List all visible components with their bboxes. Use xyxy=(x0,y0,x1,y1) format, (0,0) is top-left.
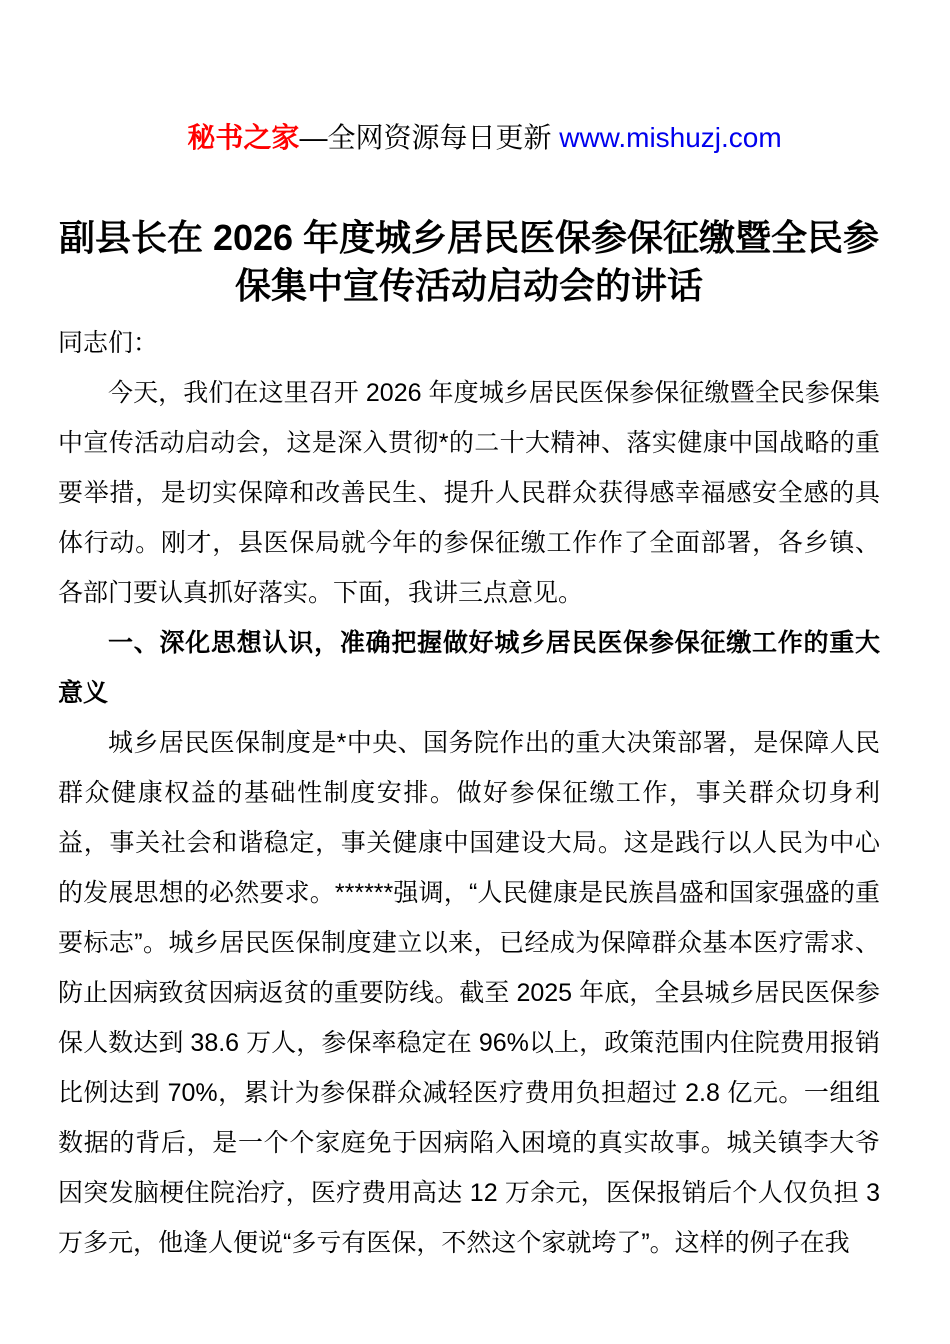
site-tagline: —全网资源每日更新 xyxy=(299,122,560,153)
paragraph-opening: 今天，我们在这里召开 2026 年度城乡居民医保参保征缴暨全民参保集中宣传活动启动会，这是深入贯彻*的二十大精神、落实健康中国战略的重要举措，是切实保障和改善民生、提升人民群众获得感幸福感安全感的具体行动。刚才，县医保局就今年的参保征缴工作作了全面部署，各乡镇、各部门要认真抓好落实。下面，我讲三点意见。 xyxy=(58,379,880,607)
salutation: 同志们： xyxy=(58,329,159,357)
document-title: 副县长在 2026 年度城乡居民医保参保征缴暨全民参保集中宣传活动启动会的讲话 xyxy=(58,217,880,306)
section-heading-1: 一、深化思想认识，准确把握做好城乡居民医保参保征缴工作的重大意义 xyxy=(58,629,880,707)
site-url-link[interactable]: www.mishuzj.com xyxy=(559,122,782,153)
paragraph-section-1-body: 城乡居民医保制度是*中央、国务院作出的重大决策部署，是保障人民群众健康权益的基础性制度安排。做好参保征缴工作，事关群众切身利益，事关社会和谐稳定，事关健康中国建设大局。这是践行以人民为中心的发展思想的必然要求。******强调，“人民健康是民族昌盛和国家强盛的重要标志”。城乡居民医保制度建立以来，已经成为保障群众基本医疗需求、防止因病致贫因病返贫的重要防线。截至 2025 年底，全县城乡居民医保参保人数达到 38.6 万人，参保率稳定在 96%以上，政策范围内住院费用报销比例达到 70%，累计为参保群众减轻医疗费用负担超过 2.8 亿元。一组组数据的背后，是一个个家庭免于因病陷入困境的真实故事。城关镇李大爷因突发脑梗住院治疗，医疗费用高达 12 万余元，医保报销后个人仅负担 3 万多元，他逢人便说“多亏有医保，不然这个家就垮了”。这样的例子在我 xyxy=(58,729,880,1257)
site-name: 秘书之家 xyxy=(187,122,300,153)
site-header xyxy=(58,84,880,192)
